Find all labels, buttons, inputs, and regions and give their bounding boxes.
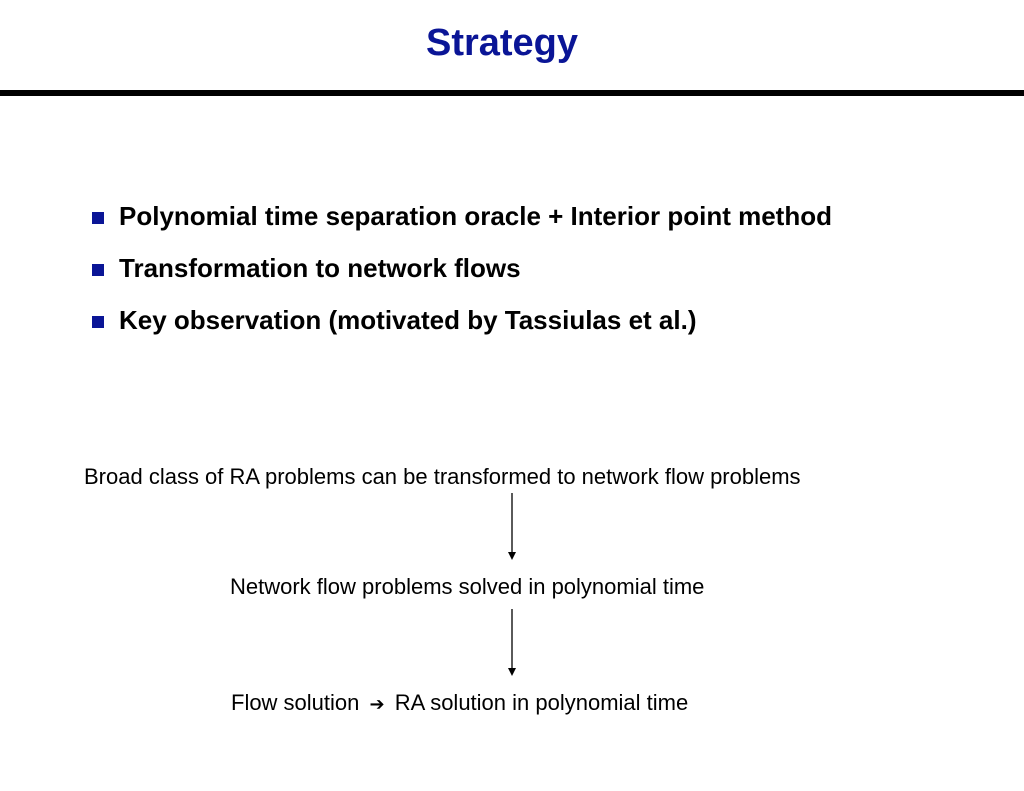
bullet-text: Transformation to network flows xyxy=(119,253,521,283)
square-bullet-icon xyxy=(92,212,104,224)
bullet-list xyxy=(88,199,908,355)
slide-title: Strategy xyxy=(425,22,579,64)
flow-step-3 xyxy=(231,689,688,719)
flow-step-3-left: Flow solution xyxy=(231,690,360,715)
down-arrow-icon xyxy=(505,493,519,561)
down-arrow-icon xyxy=(505,609,519,677)
flow-step-3-right: RA solution in polynomial time xyxy=(394,690,689,715)
bullet-text: Key observation (motivated by Tassiulas et al.) xyxy=(119,305,697,335)
flow-step-2: Network flow problems solved in polynomial time xyxy=(230,574,705,599)
flow-step-1: Broad class of RA problems can be transformed to network flow problems xyxy=(84,464,801,489)
right-arrow-icon: ➔ xyxy=(369,694,385,715)
square-bullet-icon xyxy=(92,316,104,328)
square-bullet-icon xyxy=(92,264,104,276)
bullet-item xyxy=(88,199,908,233)
bullet-text: Polynomial time separation oracle + Interior point method xyxy=(119,201,832,231)
bullet-item xyxy=(88,303,908,337)
title-divider xyxy=(0,90,1024,96)
bullet-item xyxy=(88,251,908,285)
